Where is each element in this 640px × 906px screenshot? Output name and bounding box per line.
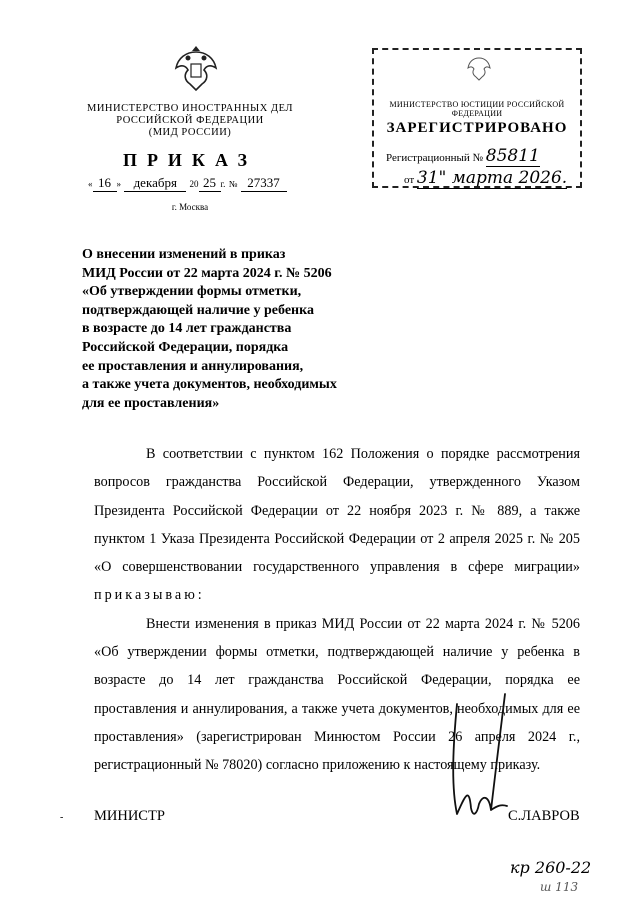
- subject-line: МИД России от 22 марта 2024 г. № 5206: [82, 265, 332, 281]
- subject-line: подтверждающей наличие у ребенка: [82, 302, 314, 318]
- date-year-suffix: г.: [220, 179, 226, 189]
- subject-line: «Об утверждении формы отметки,: [82, 284, 302, 300]
- subject-line: О внесении изменений в приказ: [82, 247, 286, 262]
- paragraph-text: В соответствии с пунктом 162 Положения о порядке рассмотрения вопросов гражданства Российской Федерации, утвержденного Указом Президента Российской Федерации от 22 ноября 2023 г. № 889, а также пунктом 1 Указа Президента Российской Федерации от 2 апреля 2025 г. № 205 «О совершенствовании государственного управления в сфере миграции»: [94, 446, 580, 576]
- stamp-date-line: [404, 168, 567, 188]
- date-day: 16: [93, 175, 117, 192]
- stamp-registered: ЗАРЕГИСТРИРОВАНО: [386, 120, 568, 136]
- registration-stamp: [372, 48, 582, 188]
- subject-line: ее проставления и аннулирования,: [82, 358, 304, 374]
- date-quote-close: »: [116, 179, 121, 189]
- margin-mark: -: [60, 812, 64, 823]
- ministry-name: [60, 103, 320, 139]
- date-year: 25: [199, 175, 221, 192]
- order-subject: [82, 246, 382, 413]
- stamp-date-prefix: от: [404, 174, 415, 186]
- signatory-position: МИНИСТР: [94, 808, 165, 824]
- date-month: декабря: [124, 175, 186, 192]
- subject-line: а также учета документов, необходимых: [82, 377, 337, 393]
- ministry-line: РОССИЙСКОЙ ФЕДЕРАЦИИ: [116, 115, 264, 126]
- ministry-line: МИНИСТЕРСТВО ИНОСТРАННЫХ ДЕЛ: [87, 103, 293, 114]
- signatory-name: С.ЛАВРОВ: [508, 808, 580, 824]
- date-year-prefix: 20: [189, 179, 199, 189]
- stamp-ministry: МИНИСТЕРСТВО ЮСТИЦИИ РОССИЙСКОЙ ФЕДЕРАЦИИ: [389, 100, 565, 118]
- order-number: 27337: [241, 175, 287, 192]
- stamp-reg-number-line: [386, 146, 540, 166]
- stamp-date: 31" марта 2026.: [416, 168, 568, 188]
- body-paragraph: [94, 440, 580, 610]
- date-quote-open: «: [88, 179, 93, 189]
- stamp-reg-label: Регистрационный №: [386, 152, 484, 164]
- ministry-line: (МИД РОССИИ): [148, 127, 232, 138]
- city: г. Москва: [171, 202, 209, 212]
- subject-line: Российской Федерации, порядка: [82, 339, 289, 355]
- handwritten-signature: [443, 686, 513, 836]
- subject-line: для ее проставления»: [82, 395, 220, 411]
- stamp-reg-number: 85811: [485, 146, 540, 166]
- stamp-coat-of-arms-icon: [464, 54, 494, 84]
- handwritten-note: ш 113: [540, 880, 579, 894]
- body-paragraph: Внести изменения в приказ МИД России от 22 марта 2024 г. № 5206 «Об утверждении формы отметки, подтверждающей наличие у ребенка в возрасте до 14 лет гражданства Российской Федерации, порядка ее проставления и аннулирования, а также учета документов, необходимых для ее проставления» (зарегистрирован Минюстом России 26 апреля 2024 г., регистрационный № 78020) согласно приложению к настоящему приказу.: [94, 615, 580, 774]
- number-sign: №: [228, 179, 238, 189]
- handwritten-note: кр 260-22: [510, 858, 592, 877]
- order-title: ПРИКАЗ: [122, 150, 258, 170]
- order-command: приказываю:: [94, 587, 205, 604]
- subject-line: в возрасте до 14 лет гражданства: [82, 321, 292, 337]
- coat-of-arms-icon: [168, 40, 224, 96]
- order-date-line: [88, 175, 318, 192]
